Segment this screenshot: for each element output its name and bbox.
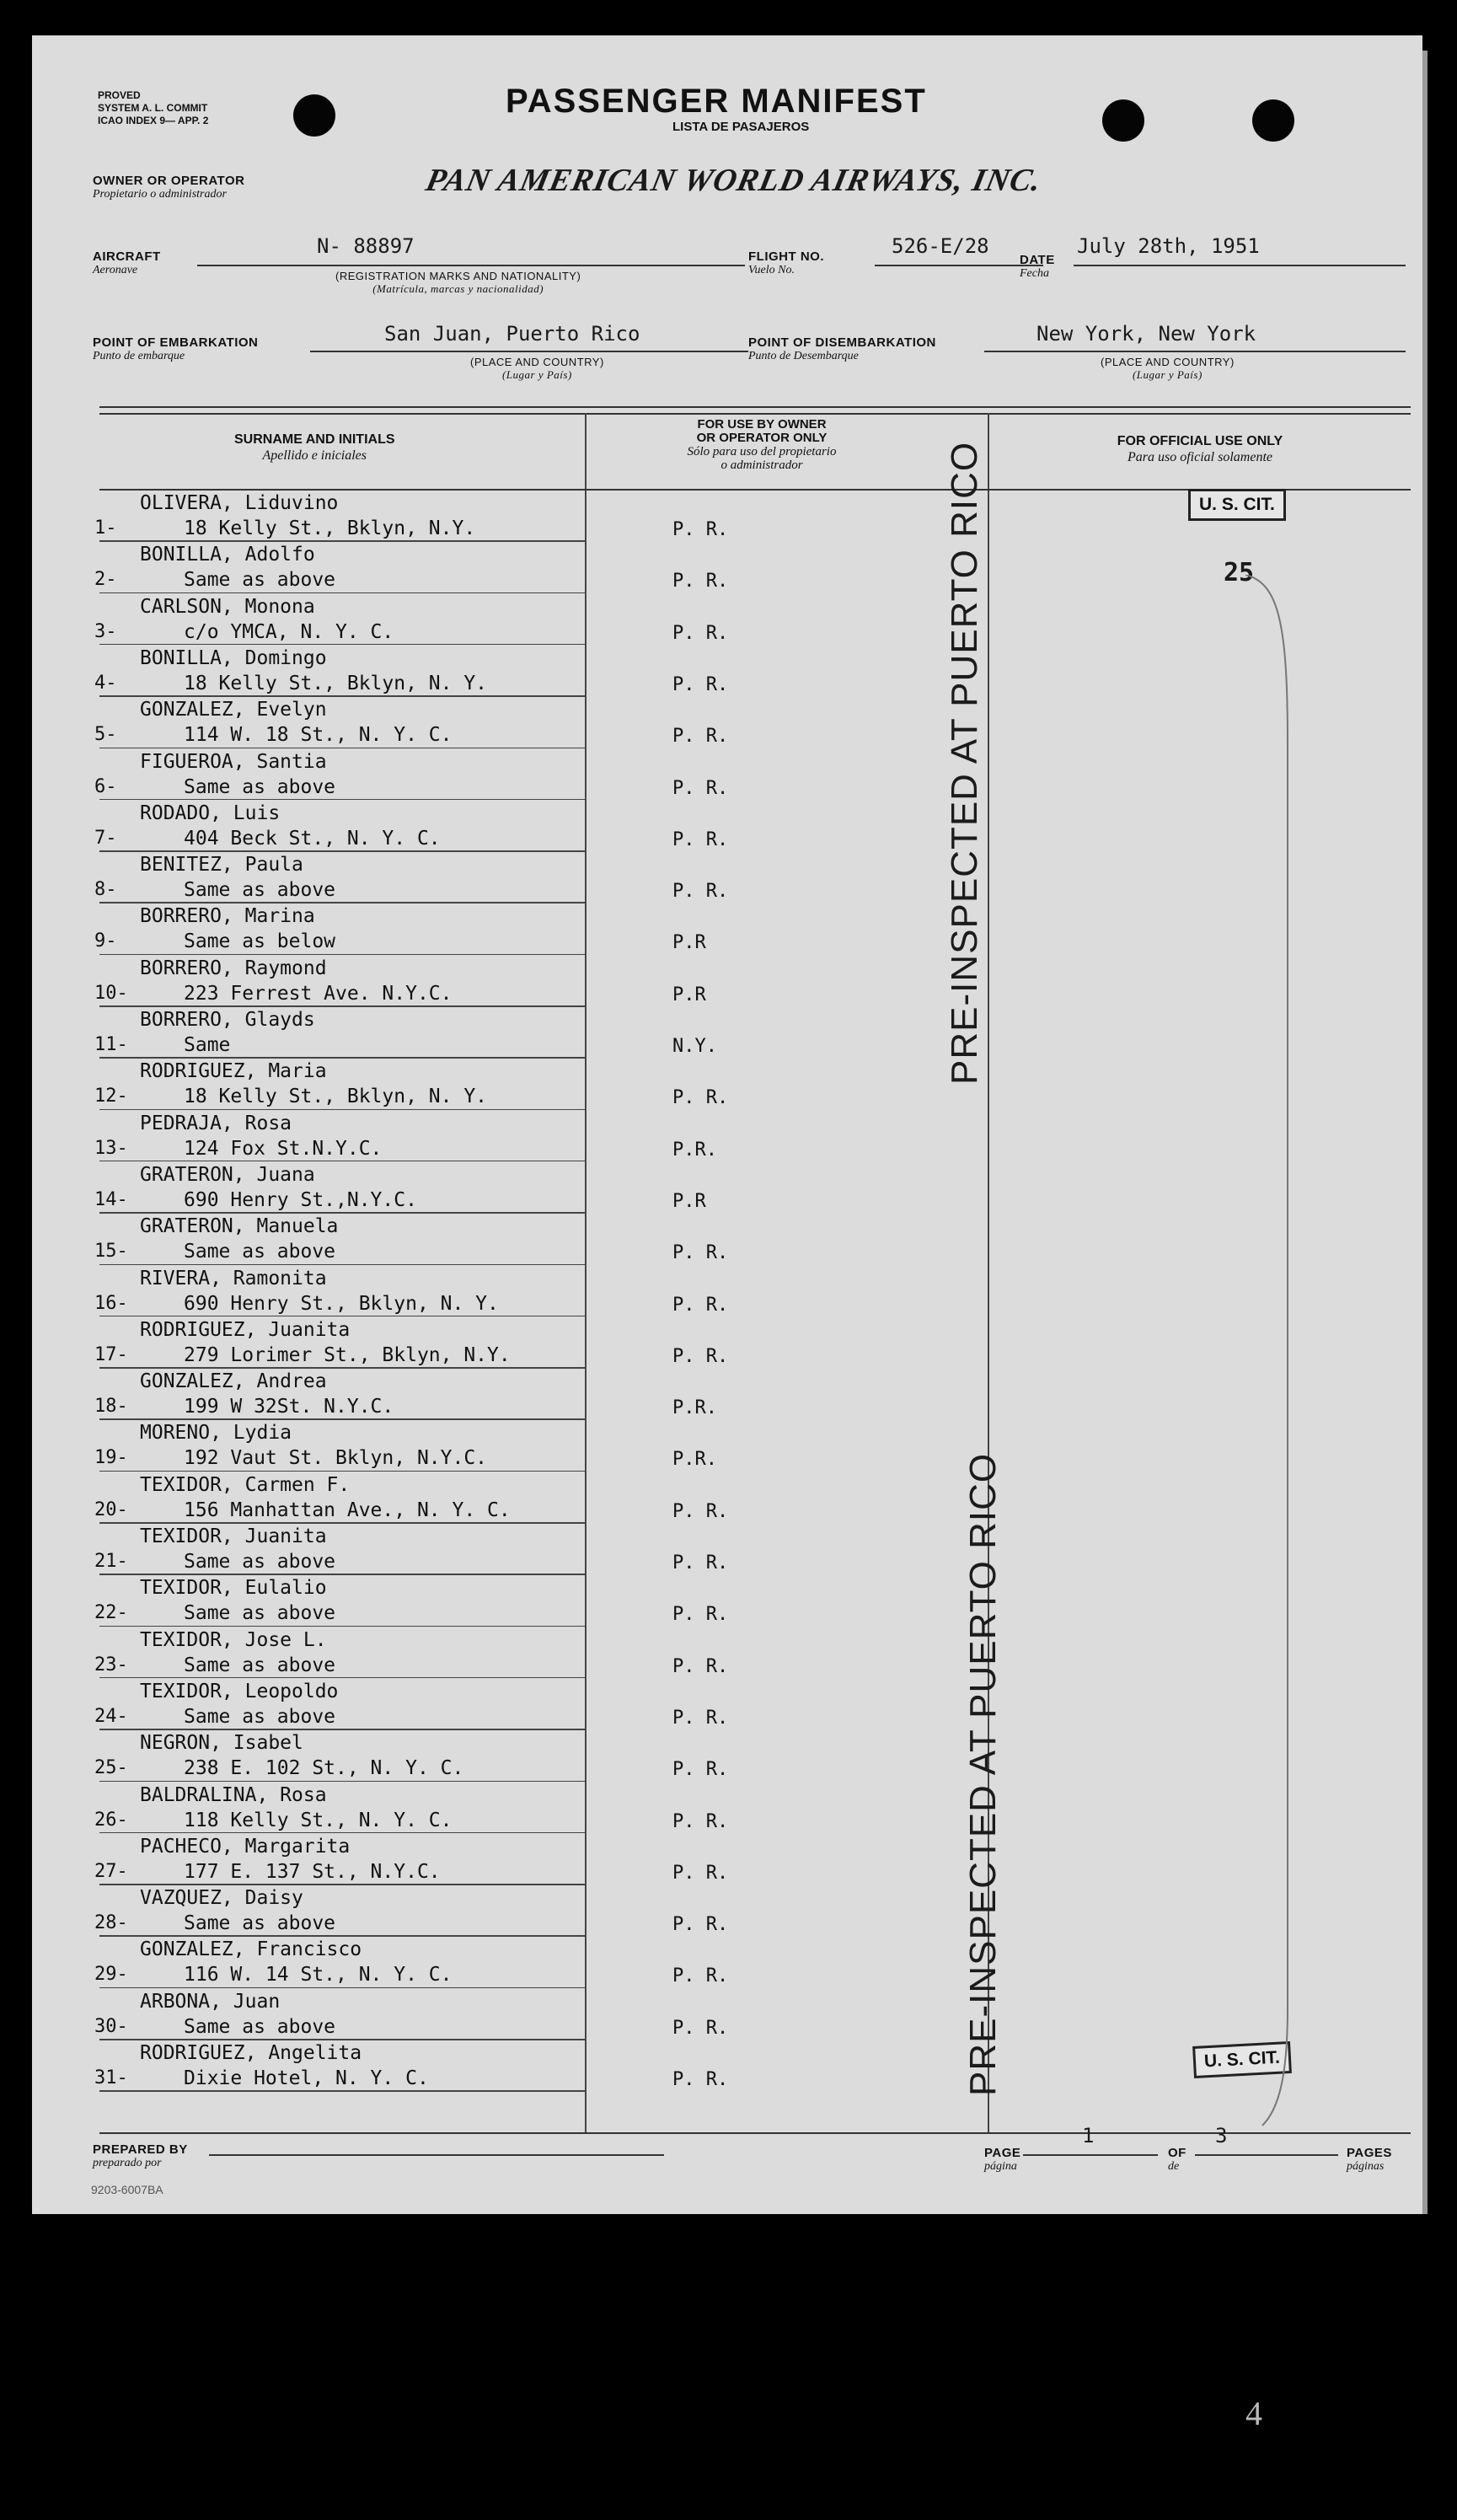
passenger-address: c/o YMCA, N. Y. C. xyxy=(184,620,394,643)
passenger-number: 24- xyxy=(94,1705,128,1727)
passenger-owner-use: N.Y. xyxy=(672,1036,717,1057)
passenger-name: NEGRON, Isabel xyxy=(140,1732,303,1755)
passenger-name: MORENO, Lydia xyxy=(140,1422,292,1445)
passenger-name: PACHECO, Margarita xyxy=(140,1835,351,1858)
passenger-address: 18 Kelly St., Bklyn, N.Y. xyxy=(184,517,476,539)
passenger-owner-use: P. R. xyxy=(672,622,729,644)
approval-note xyxy=(98,89,208,127)
passenger-address: 18 Kelly St., Bklyn, N. Y. xyxy=(184,672,488,694)
approval-line-3: ICAO INDEX 9— APP. 2 xyxy=(98,115,209,126)
aircraft-value: N- 88897 xyxy=(317,234,415,258)
embark-label: POINT OF EMBARKATION Punto de embarque xyxy=(93,335,259,362)
aircraft-label: AIRCRAFT Aeronave xyxy=(93,249,161,276)
passenger-number: 9- xyxy=(94,930,117,952)
passenger-owner-use: P. R. xyxy=(672,881,729,903)
passenger-number: 27- xyxy=(94,1860,128,1882)
passenger-address: 118 Kelly St., N. Y. C. xyxy=(184,1809,453,1831)
passenger-number: 14- xyxy=(94,1188,128,1210)
passenger-owner-use: P.R xyxy=(672,932,706,954)
row-separator xyxy=(99,1574,585,1575)
manifest-document xyxy=(32,35,1422,2214)
row-separator xyxy=(99,1212,585,1214)
page-label: PAGE página xyxy=(984,2146,1021,2173)
us-cit-stamp-bottom: U. S. CIT. xyxy=(1192,2041,1292,2078)
passenger-name: GRATERON, Juana xyxy=(140,1163,315,1186)
of-label: OF de xyxy=(1168,2146,1186,2173)
disembark-label: POINT OF DISEMBARKATION Punto de Desembarque xyxy=(748,335,936,362)
margin-mark: 4 xyxy=(1245,2394,1262,2432)
passenger-name: BORRERO, Glayds xyxy=(140,1009,315,1031)
passenger-address: Same as below xyxy=(184,930,336,953)
page-value: 1 xyxy=(1082,2124,1095,2147)
passenger-name: ARBONA, Juan xyxy=(140,1990,281,2013)
passenger-owner-use: P. R. xyxy=(672,1655,729,1677)
passenger-number: 28- xyxy=(94,1912,128,1934)
passenger-name: BONILLA, Adolfo xyxy=(140,544,315,566)
page-title: PASSENGER MANIFEST xyxy=(506,83,927,120)
of-underline xyxy=(1195,2154,1338,2156)
row-separator xyxy=(99,1005,585,1007)
passenger-address: 223 Ferrest Ave. N.Y.C. xyxy=(184,982,453,1005)
passenger-address: Dixie Hotel, N. Y. C. xyxy=(184,2067,429,2089)
passenger-address: 192 Vaut St. Bklyn, N.Y.C. xyxy=(184,1447,488,1470)
passenger-owner-use: P.R. xyxy=(672,1397,717,1419)
passenger-name: RODRIGUEZ, Juanita xyxy=(140,1318,351,1341)
passenger-name: PEDRAJA, Rosa xyxy=(140,1112,292,1134)
flight-value: 526-E/28 xyxy=(892,234,989,258)
disembark-underline xyxy=(984,351,1406,352)
passenger-owner-use: P. R. xyxy=(672,1914,729,1936)
passenger-owner-use: P. R. xyxy=(672,828,729,850)
passenger-number: 17- xyxy=(94,1343,128,1365)
passenger-address: 404 Beck St., N. Y. C. xyxy=(184,827,441,850)
passenger-name: BONILLA, Domingo xyxy=(140,646,327,669)
passenger-name: TEXIDOR, Leopoldo xyxy=(140,1680,339,1702)
us-cit-stamp-top: U. S. CIT. xyxy=(1188,489,1286,521)
disembark-value: New York, New York xyxy=(1037,322,1256,346)
passenger-address: Same as above xyxy=(184,1551,336,1573)
row-separator xyxy=(99,592,585,594)
passenger-address: Same as above xyxy=(184,1705,336,1728)
date-label: DATE Fecha xyxy=(1020,253,1055,280)
passenger-address: Same as above xyxy=(184,775,336,798)
row-separator xyxy=(99,1316,585,1317)
of-value: 3 xyxy=(1215,2124,1228,2147)
row-separator xyxy=(99,799,585,801)
passenger-owner-use: P. R. xyxy=(672,1294,729,1316)
passenger-owner-use: P. R. xyxy=(672,777,729,799)
row-separator xyxy=(99,2090,585,2092)
passenger-name: CARLSON, Monona xyxy=(140,595,315,618)
row-separator xyxy=(99,1264,585,1266)
passenger-name: GONZALEZ, Francisco xyxy=(140,1938,362,1961)
table-bottom-rule xyxy=(99,2132,1411,2134)
row-separator xyxy=(99,1057,585,1059)
passenger-address: Same as above xyxy=(184,1602,336,1625)
passenger-number: 23- xyxy=(94,1654,128,1676)
owner-use-column-header: FOR USE BY OWNER OR OPERATOR ONLY Sólo para uso del propietario o administrador xyxy=(687,417,837,472)
passenger-address: 690 Henry St.,N.Y.C. xyxy=(184,1188,417,1211)
passenger-number: 12- xyxy=(94,1086,128,1107)
passenger-name: RODADO, Luis xyxy=(140,802,281,824)
row-separator xyxy=(99,540,585,542)
passenger-name: TEXIDOR, Juanita xyxy=(140,1525,327,1547)
passenger-address: 690 Henry St., Bklyn, N. Y. xyxy=(184,1292,499,1315)
passenger-name: BALDRALINA, Rosa xyxy=(140,1783,327,1806)
passenger-number: 29- xyxy=(94,1964,128,1986)
embark-value: San Juan, Puerto Rico xyxy=(384,322,640,346)
page-shadow xyxy=(1422,51,1428,2214)
passenger-owner-use: P.R. xyxy=(672,1449,717,1471)
passenger-address: 279 Lorimer St., Bklyn, N.Y. xyxy=(184,1343,511,1366)
passenger-number: 4- xyxy=(94,672,117,694)
owner-value: PAN AMERICAN WORLD AIRWAYS, INC. xyxy=(422,163,1046,198)
owner-label: OWNER OR OPERATOR Propietario o administrador xyxy=(93,174,245,201)
column-divider-1 xyxy=(585,413,587,2132)
passenger-name: GONZALEZ, Evelyn xyxy=(140,699,327,721)
passenger-address: 116 W. 14 St., N. Y. C. xyxy=(184,1964,453,1987)
passenger-owner-use: P.R. xyxy=(672,1139,717,1161)
passenger-owner-use: P. R. xyxy=(672,1604,729,1626)
passenger-address: Same as above xyxy=(184,2015,336,2038)
row-separator xyxy=(99,644,585,646)
row-separator xyxy=(99,1884,585,1885)
passenger-number: 5- xyxy=(94,724,117,746)
passenger-owner-use: P. R. xyxy=(672,519,729,540)
passenger-owner-use: P. R. xyxy=(672,571,729,592)
passenger-number: 21- xyxy=(94,1551,128,1572)
passenger-number: 20- xyxy=(94,1499,128,1520)
passenger-address: Same xyxy=(184,1034,231,1056)
passenger-owner-use: P. R. xyxy=(672,1552,729,1574)
passenger-address: Same as above xyxy=(184,1912,336,1935)
table-top-rule xyxy=(99,406,1411,415)
passenger-owner-use: P. R. xyxy=(672,1965,729,1987)
pre-inspected-stamp-2: PRE-INSPECTED AT PUERTO RICO xyxy=(962,1452,1004,2096)
passenger-owner-use: P. R. xyxy=(672,1707,729,1729)
registration-note: (REGISTRATION MARKS AND NATIONALITY) (Matrícula, marcas y nacionalidad) xyxy=(335,270,581,295)
punch-hole-right-1 xyxy=(1102,99,1144,142)
passenger-name: RODRIGUEZ, Angelita xyxy=(140,2042,362,2064)
passenger-address: Same as above xyxy=(184,879,336,902)
passenger-address: 177 E. 137 St., N.Y.C. xyxy=(184,1860,441,1883)
page-subtitle: LISTA DE PASAJEROS xyxy=(672,120,810,134)
approval-line-2: SYSTEM A. L. COMMIT xyxy=(98,102,208,114)
passenger-owner-use: P. R. xyxy=(672,726,729,748)
aircraft-underline xyxy=(197,265,745,266)
passenger-number: 31- xyxy=(94,2067,128,2088)
passenger-name: FIGUEROA, Santia xyxy=(140,750,327,773)
row-separator xyxy=(99,1161,585,1162)
passenger-number: 13- xyxy=(94,1137,128,1159)
row-separator xyxy=(99,902,585,903)
punch-hole-right-2 xyxy=(1252,99,1294,142)
row-separator xyxy=(99,1781,585,1783)
passenger-name: BORRERO, Marina xyxy=(140,905,315,928)
passenger-number: 25- xyxy=(94,1757,128,1779)
passenger-address: Same as above xyxy=(184,1654,336,1676)
passenger-number: 1- xyxy=(94,517,117,539)
passenger-address: Same as above xyxy=(184,1241,336,1263)
embark-place-note: (PLACE AND COUNTRY) (Lugar y País) xyxy=(470,356,604,381)
passenger-name: OLIVERA, Liduvino xyxy=(140,492,339,514)
passenger-owner-use: P.R xyxy=(672,1190,706,1212)
passenger-owner-use: P. R. xyxy=(672,1087,729,1109)
passenger-number: 26- xyxy=(94,1809,128,1831)
passenger-owner-use: P. R. xyxy=(672,1242,729,1264)
passenger-address: 114 W. 18 St., N. Y. C. xyxy=(184,724,453,747)
date-underline xyxy=(1074,265,1406,266)
passenger-owner-use: P. R. xyxy=(672,2017,729,2039)
passenger-name: TEXIDOR, Jose L. xyxy=(140,1628,327,1651)
row-separator xyxy=(99,1367,585,1369)
passenger-number: 11- xyxy=(94,1034,128,1055)
prepared-by-label: PREPARED BY preparado por xyxy=(93,2142,188,2169)
passenger-owner-use: P. R. xyxy=(672,673,729,695)
row-separator xyxy=(99,2039,585,2040)
pencil-bracket xyxy=(1245,575,1321,2134)
passenger-owner-use: P. R. xyxy=(672,1759,729,1781)
passenger-number: 3- xyxy=(94,620,117,642)
passenger-number: 30- xyxy=(94,2015,128,2037)
surname-column-header: SURNAME AND INITIALS Apellido e iniciales xyxy=(234,432,395,463)
passenger-address: 238 E. 102 St., N. Y. C. xyxy=(184,1757,464,1780)
passenger-address: 18 Kelly St., Bklyn, N. Y. xyxy=(184,1086,488,1108)
row-separator xyxy=(99,1418,585,1420)
row-separator xyxy=(99,1522,585,1524)
passenger-number: 2- xyxy=(94,569,117,591)
passenger-number: 16- xyxy=(94,1292,128,1314)
passenger-owner-use: P. R. xyxy=(672,2069,729,2090)
flight-underline xyxy=(875,265,1043,266)
passenger-number: 10- xyxy=(94,982,128,1004)
passenger-name: TEXIDOR, Eulalio xyxy=(140,1577,327,1600)
row-separator xyxy=(99,1832,585,1834)
row-separator xyxy=(99,748,585,749)
passenger-owner-use: P. R. xyxy=(672,1500,729,1522)
prepared-by-underline xyxy=(209,2154,664,2156)
punch-hole-left xyxy=(293,94,335,137)
passenger-name: BORRERO, Raymond xyxy=(140,957,327,979)
passenger-name: RODRIGUEZ, Maria xyxy=(140,1060,327,1083)
passenger-number: 22- xyxy=(94,1602,128,1624)
passenger-address: 156 Manhattan Ave., N. Y. C. xyxy=(184,1499,511,1521)
passenger-number: 6- xyxy=(94,775,117,797)
row-separator xyxy=(99,695,585,697)
passenger-name: GRATERON, Manuela xyxy=(140,1215,339,1238)
passenger-number: 7- xyxy=(94,827,117,849)
pre-inspected-stamp-1: PRE-INSPECTED AT PUERTO RICO xyxy=(944,441,985,1085)
count-annotation: 25 xyxy=(1224,558,1255,587)
row-separator xyxy=(99,1109,585,1111)
row-separator xyxy=(99,1987,585,1989)
passenger-number: 18- xyxy=(94,1396,128,1418)
pages-label: PAGES páginas xyxy=(1347,2146,1392,2173)
disembark-place-note: (PLACE AND COUNTRY) (Lugar y País) xyxy=(1101,356,1235,381)
passenger-name: BENITEZ, Paula xyxy=(140,854,303,877)
row-separator xyxy=(99,1677,585,1679)
row-separator xyxy=(99,1935,585,1937)
row-separator xyxy=(99,1471,585,1472)
approval-line-1: PROVED xyxy=(98,89,141,101)
form-code: 9203-6007BA xyxy=(91,2183,163,2196)
passenger-address: Same as above xyxy=(184,569,336,592)
official-column-header: FOR OFFICIAL USE ONLY Para uso oficial solamente xyxy=(1117,434,1283,464)
date-value: July 28th, 1951 xyxy=(1077,234,1260,258)
passenger-name: TEXIDOR, Carmen F. xyxy=(140,1473,351,1496)
page-underline xyxy=(1023,2154,1158,2156)
passenger-number: 15- xyxy=(94,1241,128,1263)
passenger-name: VAZQUEZ, Daisy xyxy=(140,1887,303,1910)
passenger-address: 124 Fox St.N.Y.C. xyxy=(184,1137,383,1160)
flight-label: FLIGHT NO. Vuelo No. xyxy=(748,249,824,276)
passenger-owner-use: P. R. xyxy=(672,1810,729,1832)
passenger-owner-use: P. R. xyxy=(672,1345,729,1367)
row-separator xyxy=(99,1729,585,1730)
passenger-number: 19- xyxy=(94,1447,128,1469)
passenger-owner-use: P.R xyxy=(672,984,706,1005)
passenger-name: GONZALEZ, Andrea xyxy=(140,1370,327,1393)
row-separator xyxy=(99,1626,585,1627)
row-separator xyxy=(99,850,585,852)
passenger-name: RIVERA, Ramonita xyxy=(140,1267,327,1289)
passenger-address: 199 W 32St. N.Y.C. xyxy=(184,1396,394,1418)
passenger-number: 8- xyxy=(94,879,117,901)
row-separator xyxy=(99,954,585,956)
embark-underline xyxy=(310,351,748,352)
passenger-owner-use: P. R. xyxy=(672,1862,729,1884)
